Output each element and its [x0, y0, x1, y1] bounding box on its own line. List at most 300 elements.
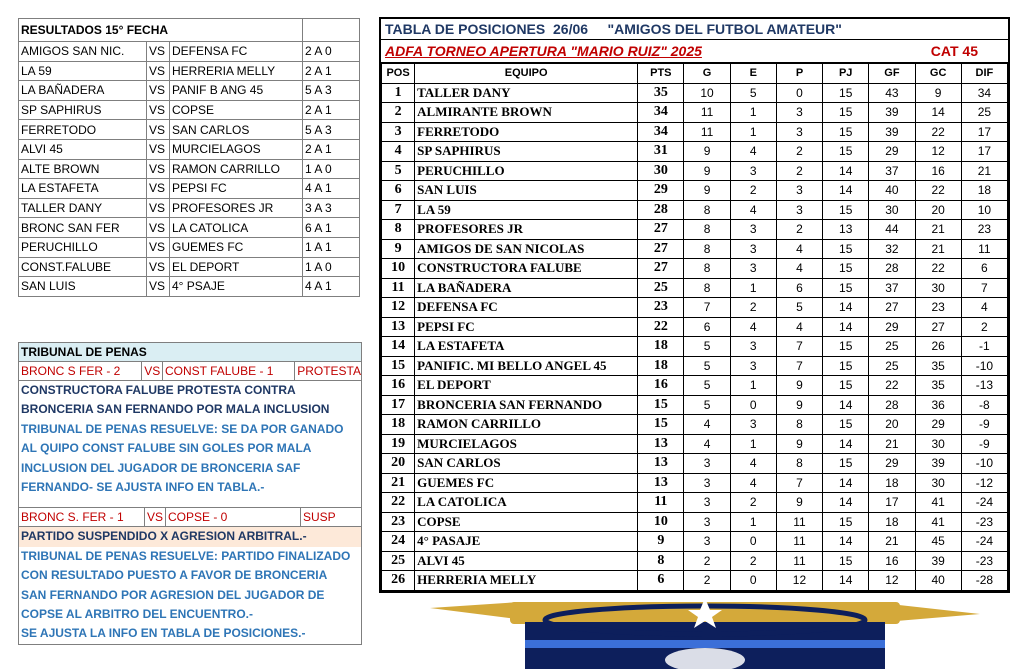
cell-gc: 27 — [915, 317, 961, 337]
standings-row — [382, 83, 1008, 103]
standings-row — [382, 434, 1008, 454]
cell-g: 7 — [684, 298, 730, 318]
cell-team: EL DEPORT — [415, 376, 638, 396]
cell-dif: 25 — [961, 103, 1007, 123]
result-score: 5 A 3 — [303, 120, 360, 140]
cell-pts: 18 — [638, 337, 684, 357]
cell-dif: 23 — [961, 220, 1007, 240]
cell-p: 4 — [776, 317, 822, 337]
standings-row — [382, 473, 1008, 493]
standings-row — [382, 571, 1008, 591]
cell-pos: 17 — [382, 395, 415, 415]
cell-pos: 15 — [382, 356, 415, 376]
result-home: BRONC SAN FER — [19, 218, 147, 238]
tournament-name: ADFA TORNEO APERTURA "MARIO RUIZ" 2025 — [385, 43, 702, 59]
result-away: HERRERIA MELLY — [170, 61, 303, 81]
cell-gc: 12 — [915, 142, 961, 162]
results-title: RESULTADOS 15° FECHA — [19, 19, 303, 42]
cell-e: 0 — [730, 571, 776, 591]
cell-p: 7 — [776, 337, 822, 357]
tribunal-panel — [18, 342, 362, 645]
tribunal-text-line: AL QUIPO CONST FALUBE SIN GOLES POR MALA — [21, 441, 312, 456]
cell-team: LA ESTAFETA — [415, 337, 638, 357]
cell-team: ALMIRANTE BROWN — [415, 103, 638, 123]
cell-e: 1 — [730, 122, 776, 142]
cell-pos: 2 — [382, 103, 415, 123]
cell-p: 9 — [776, 434, 822, 454]
result-score: 1 A 1 — [303, 237, 360, 257]
tribunal-title: TRIBUNAL DE PENAS — [19, 343, 361, 362]
cell-pj: 15 — [823, 200, 869, 220]
cell-gf: 29 — [869, 142, 915, 162]
cell-p: 2 — [776, 142, 822, 162]
result-away: MURCIELAGOS — [170, 139, 303, 159]
cell-dif: 11 — [961, 239, 1007, 259]
cell-pts: 27 — [638, 220, 684, 240]
cell-pj: 15 — [823, 356, 869, 376]
results-header-blank — [303, 19, 360, 42]
result-away: SAN CARLOS — [170, 120, 303, 140]
cell-pts: 10 — [638, 512, 684, 532]
standings-row — [382, 493, 1008, 513]
result-home: LA BAÑADERA — [19, 81, 147, 101]
cell-pj: 15 — [823, 376, 869, 396]
cell-e: 3 — [730, 259, 776, 279]
cell-team: PROFESORES JR — [415, 220, 638, 240]
cell-pos: 12 — [382, 298, 415, 318]
cell-gf: 22 — [869, 376, 915, 396]
cell-p: 4 — [776, 259, 822, 279]
cell-gc: 26 — [915, 337, 961, 357]
cell-p: 0 — [776, 83, 822, 103]
case-vs: VS — [145, 508, 166, 527]
cell-g: 8 — [684, 259, 730, 279]
tribunal-text-line: INCLUSION DEL JUGADOR DE BRONCERIA SAF — [21, 460, 301, 475]
cell-pts: 13 — [638, 473, 684, 493]
standings-row — [382, 551, 1008, 571]
standings-title: TABLA DE POSICIONES 26/06 "AMIGOS DEL FUTBOL AMATEUR" — [381, 19, 1008, 40]
cell-gc: 21 — [915, 220, 961, 240]
cell-gc: 16 — [915, 161, 961, 181]
cell-pts: 23 — [638, 298, 684, 318]
cell-pts: 6 — [638, 571, 684, 591]
cell-pj: 14 — [823, 434, 869, 454]
cell-g: 8 — [684, 220, 730, 240]
result-row — [19, 237, 360, 257]
cell-gf: 44 — [869, 220, 915, 240]
cell-g: 8 — [684, 239, 730, 259]
cell-gf: 17 — [869, 493, 915, 513]
standings-row — [382, 200, 1008, 220]
standings-row — [382, 220, 1008, 240]
result-home: LA ESTAFETA — [19, 179, 147, 199]
cell-pj: 15 — [823, 259, 869, 279]
cell-dif: -10 — [961, 356, 1007, 376]
cell-p: 7 — [776, 473, 822, 493]
result-home: CONST.FALUBE — [19, 257, 147, 277]
cell-p: 11 — [776, 532, 822, 552]
cell-team: 4° PASAJE — [415, 532, 638, 552]
cell-g: 9 — [684, 142, 730, 162]
cell-gc: 21 — [915, 239, 961, 259]
cell-pos: 9 — [382, 239, 415, 259]
case-home: BRONC S FER - 2 — [19, 362, 142, 381]
cell-p: 3 — [776, 181, 822, 201]
cell-g: 3 — [684, 512, 730, 532]
cell-pos: 1 — [382, 83, 415, 103]
result-vs: VS — [147, 100, 170, 120]
cell-gf: 12 — [869, 571, 915, 591]
result-row — [19, 257, 360, 277]
cell-gc: 35 — [915, 356, 961, 376]
cell-g: 5 — [684, 356, 730, 376]
cell-g: 3 — [684, 532, 730, 552]
cell-g: 3 — [684, 473, 730, 493]
cell-dif: 2 — [961, 317, 1007, 337]
cell-e: 3 — [730, 161, 776, 181]
column-header-g: G — [684, 64, 730, 84]
result-vs: VS — [147, 257, 170, 277]
cell-team: CONSTRUCTORA FALUBE — [415, 259, 638, 279]
cell-gc: 30 — [915, 473, 961, 493]
cell-g: 5 — [684, 337, 730, 357]
tribunal-case-row — [19, 362, 361, 381]
cell-pos: 4 — [382, 142, 415, 162]
cell-gf: 29 — [869, 317, 915, 337]
cell-team: MURCIELAGOS — [415, 434, 638, 454]
cell-pj: 14 — [823, 161, 869, 181]
cell-gc: 41 — [915, 512, 961, 532]
cell-team: HERRERIA MELLY — [415, 571, 638, 591]
cell-gf: 39 — [869, 122, 915, 142]
cell-p: 8 — [776, 454, 822, 474]
case-1-complaint — [19, 381, 361, 420]
standings-row — [382, 376, 1008, 396]
cell-gf: 30 — [869, 200, 915, 220]
standings-row — [382, 356, 1008, 376]
cell-gc: 22 — [915, 181, 961, 201]
cell-team: DEFENSA FC — [415, 298, 638, 318]
case-away: CONST FALUBE - 1 — [162, 362, 294, 381]
tribunal-text-line: COPSE AL ARBITRO DEL ENCUENTRO.- — [21, 607, 254, 622]
cell-p: 9 — [776, 395, 822, 415]
case-2-note: PARTIDO SUSPENDIDO X AGRESION ARBITRAL.- — [19, 527, 361, 546]
cell-team: PANIFIC. MI BELLO ANGEL 45 — [415, 356, 638, 376]
standings-row — [382, 532, 1008, 552]
cell-gf: 18 — [869, 473, 915, 493]
column-header-gf: GF — [869, 64, 915, 84]
tournament-bar — [381, 40, 1008, 63]
cell-dif: -8 — [961, 395, 1007, 415]
result-away: RAMON CARRILLO — [170, 159, 303, 179]
result-vs: VS — [147, 218, 170, 238]
case-home: BRONC S. FER - 1 — [19, 508, 145, 527]
standings-row — [382, 259, 1008, 279]
cell-e: 0 — [730, 532, 776, 552]
result-score: 2 A 1 — [303, 100, 360, 120]
result-away: 4° PSAJE — [170, 277, 303, 297]
cell-gf: 28 — [869, 259, 915, 279]
cell-p: 7 — [776, 356, 822, 376]
cell-gc: 35 — [915, 376, 961, 396]
standings-row — [382, 181, 1008, 201]
cell-pj: 14 — [823, 181, 869, 201]
cell-pos: 6 — [382, 181, 415, 201]
cell-gf: 27 — [869, 298, 915, 318]
cell-p: 8 — [776, 415, 822, 435]
cell-p: 3 — [776, 103, 822, 123]
standings-row — [382, 317, 1008, 337]
cell-g: 2 — [684, 551, 730, 571]
cell-pj: 15 — [823, 512, 869, 532]
column-header-pj: PJ — [823, 64, 869, 84]
cell-pos: 24 — [382, 532, 415, 552]
column-header-p: P — [776, 64, 822, 84]
tribunal-text-line: TRIBUNAL DE PENAS RESUELVE: PARTIDO FINALIZADO — [21, 548, 351, 563]
cell-pts: 9 — [638, 532, 684, 552]
cell-e: 4 — [730, 200, 776, 220]
cell-e: 0 — [730, 395, 776, 415]
standings-header-row — [382, 64, 1008, 84]
standings-row — [382, 512, 1008, 532]
standings-row — [382, 337, 1008, 357]
cell-p: 11 — [776, 551, 822, 571]
result-away: PEPSI FC — [170, 179, 303, 199]
tribunal-text-line: SE AJUSTA LA INFO EN TABLA DE POSICIONES.- — [21, 626, 306, 641]
tribunal-case-1 — [19, 362, 361, 381]
cell-gf: 21 — [869, 434, 915, 454]
cell-pos: 20 — [382, 454, 415, 474]
result-vs: VS — [147, 237, 170, 257]
result-score: 4 A 1 — [303, 179, 360, 199]
cell-pts: 27 — [638, 259, 684, 279]
result-score: 4 A 1 — [303, 277, 360, 297]
case-status: PROTESTA — [295, 362, 361, 381]
cell-team: LA BAÑADERA — [415, 278, 638, 298]
cell-e: 3 — [730, 356, 776, 376]
cell-g: 8 — [684, 200, 730, 220]
cell-gc: 45 — [915, 532, 961, 552]
cell-pj: 15 — [823, 142, 869, 162]
standings-row — [382, 278, 1008, 298]
cell-gf: 39 — [869, 103, 915, 123]
standings-row — [382, 122, 1008, 142]
cell-dif: -12 — [961, 473, 1007, 493]
result-score: 2 A 1 — [303, 139, 360, 159]
cell-pj: 14 — [823, 298, 869, 318]
case-2-resolution — [19, 547, 361, 644]
cell-pts: 35 — [638, 83, 684, 103]
cell-p: 12 — [776, 571, 822, 591]
standings-row — [382, 103, 1008, 123]
cell-pj: 14 — [823, 317, 869, 337]
result-row — [19, 100, 360, 120]
cell-e: 1 — [730, 512, 776, 532]
tribunal-case-2 — [19, 507, 361, 527]
result-score: 1 A 0 — [303, 159, 360, 179]
result-home: AMIGOS SAN NIC. — [19, 42, 147, 62]
cell-pj: 15 — [823, 103, 869, 123]
result-row — [19, 61, 360, 81]
cell-pos: 26 — [382, 571, 415, 591]
result-vs: VS — [147, 159, 170, 179]
tribunal-case-row — [19, 508, 361, 527]
cell-gf: 16 — [869, 551, 915, 571]
cell-dif: -10 — [961, 454, 1007, 474]
cell-pos: 16 — [382, 376, 415, 396]
result-row — [19, 120, 360, 140]
result-row — [19, 42, 360, 62]
cell-pj: 15 — [823, 454, 869, 474]
cell-gc: 30 — [915, 278, 961, 298]
cell-dif: -1 — [961, 337, 1007, 357]
cell-team: GUEMES FC — [415, 473, 638, 493]
tribunal-text-line: SAN FERNANDO POR AGRESION DEL JUGADOR DE — [21, 587, 325, 602]
column-header-pos: POS — [382, 64, 415, 84]
cell-e: 3 — [730, 337, 776, 357]
cell-p: 9 — [776, 493, 822, 513]
cell-g: 5 — [684, 376, 730, 396]
cell-pj: 15 — [823, 337, 869, 357]
cell-e: 3 — [730, 239, 776, 259]
result-home: ALVI 45 — [19, 139, 147, 159]
cell-gc: 39 — [915, 454, 961, 474]
result-away: DEFENSA FC — [170, 42, 303, 62]
cell-team: PERUCHILLO — [415, 161, 638, 181]
result-score: 2 A 1 — [303, 61, 360, 81]
cell-dif: 17 — [961, 142, 1007, 162]
result-home: TALLER DANY — [19, 198, 147, 218]
cell-dif: -9 — [961, 434, 1007, 454]
cell-pts: 31 — [638, 142, 684, 162]
cell-pts: 28 — [638, 200, 684, 220]
cell-g: 11 — [684, 103, 730, 123]
cell-e: 1 — [730, 103, 776, 123]
cell-dif: 10 — [961, 200, 1007, 220]
results-header-row — [19, 19, 360, 42]
cell-pts: 16 — [638, 376, 684, 396]
standings-row — [382, 395, 1008, 415]
cell-e: 2 — [730, 493, 776, 513]
tribunal-text-line: BRONCERIA SAN FERNANDO POR MALA INCLUSION — [21, 402, 330, 417]
case-vs: VS — [142, 362, 163, 381]
cell-e: 4 — [730, 317, 776, 337]
result-row — [19, 198, 360, 218]
cell-gc: 40 — [915, 571, 961, 591]
column-header-e: E — [730, 64, 776, 84]
column-header-gc: GC — [915, 64, 961, 84]
cell-dif: 4 — [961, 298, 1007, 318]
cell-gf: 43 — [869, 83, 915, 103]
result-row — [19, 179, 360, 199]
cell-pos: 23 — [382, 512, 415, 532]
cell-team: SAN LUIS — [415, 181, 638, 201]
cell-g: 10 — [684, 83, 730, 103]
column-header-equipo: EQUIPO — [415, 64, 638, 84]
cell-team: RAMON CARRILLO — [415, 415, 638, 435]
cell-p: 4 — [776, 239, 822, 259]
cell-dif: -13 — [961, 376, 1007, 396]
cell-g: 6 — [684, 317, 730, 337]
cell-pts: 8 — [638, 551, 684, 571]
cell-pos: 25 — [382, 551, 415, 571]
result-score: 2 A 0 — [303, 42, 360, 62]
cell-pos: 3 — [382, 122, 415, 142]
cell-g: 9 — [684, 181, 730, 201]
cell-pts: 18 — [638, 356, 684, 376]
cell-dif: 34 — [961, 83, 1007, 103]
standings-table — [381, 63, 1008, 591]
cell-pos: 10 — [382, 259, 415, 279]
result-vs: VS — [147, 81, 170, 101]
cell-pos: 5 — [382, 161, 415, 181]
cell-gc: 29 — [915, 415, 961, 435]
cell-g: 2 — [684, 571, 730, 591]
result-away: LA CATOLICA — [170, 218, 303, 238]
cell-gf: 32 — [869, 239, 915, 259]
cell-team: BRONCERIA SAN FERNANDO — [415, 395, 638, 415]
case-1-resolution — [19, 420, 361, 498]
result-away: COPSE — [170, 100, 303, 120]
cell-gc: 39 — [915, 551, 961, 571]
cell-dif: 17 — [961, 122, 1007, 142]
result-home: SP SAPHIRUS — [19, 100, 147, 120]
result-away: PROFESORES JR — [170, 198, 303, 218]
cell-p: 3 — [776, 122, 822, 142]
cell-pos: 19 — [382, 434, 415, 454]
cell-pj: 13 — [823, 220, 869, 240]
cell-team: AMIGOS DE SAN NICOLAS — [415, 239, 638, 259]
standings-row — [382, 239, 1008, 259]
category-label: CAT 45 — [930, 43, 978, 59]
cell-p: 11 — [776, 512, 822, 532]
cell-gf: 21 — [869, 532, 915, 552]
cell-dif: 6 — [961, 259, 1007, 279]
cell-gf: 37 — [869, 278, 915, 298]
cell-e: 4 — [730, 454, 776, 474]
cell-e: 4 — [730, 142, 776, 162]
result-vs: VS — [147, 42, 170, 62]
cell-p: 5 — [776, 298, 822, 318]
cell-team: ALVI 45 — [415, 551, 638, 571]
cell-team: TALLER DANY — [415, 83, 638, 103]
tribunal-text-line: CON RESULTADO PUESTO A FAVOR DE BRONCERIA — [21, 568, 328, 583]
cell-gc: 14 — [915, 103, 961, 123]
cell-pts: 13 — [638, 434, 684, 454]
cell-p: 6 — [776, 278, 822, 298]
cell-gf: 18 — [869, 512, 915, 532]
cell-dif: -23 — [961, 551, 1007, 571]
tribunal-text-line: TRIBUNAL DE PENAS RESUELVE: SE DA POR GANADO — [21, 421, 344, 436]
result-home: PERUCHILLO — [19, 237, 147, 257]
standings-row — [382, 415, 1008, 435]
cell-pos: 11 — [382, 278, 415, 298]
adfa-logo-icon — [430, 600, 980, 669]
cell-pts: 30 — [638, 161, 684, 181]
cell-team: COPSE — [415, 512, 638, 532]
result-row — [19, 81, 360, 101]
cell-pj: 15 — [823, 278, 869, 298]
cell-gf: 37 — [869, 161, 915, 181]
cell-pj: 15 — [823, 122, 869, 142]
cell-pts: 25 — [638, 278, 684, 298]
cell-pj: 15 — [823, 551, 869, 571]
result-vs: VS — [147, 120, 170, 140]
cell-e: 3 — [730, 415, 776, 435]
result-home: ALTE BROWN — [19, 159, 147, 179]
cell-g: 11 — [684, 122, 730, 142]
cell-pos: 8 — [382, 220, 415, 240]
